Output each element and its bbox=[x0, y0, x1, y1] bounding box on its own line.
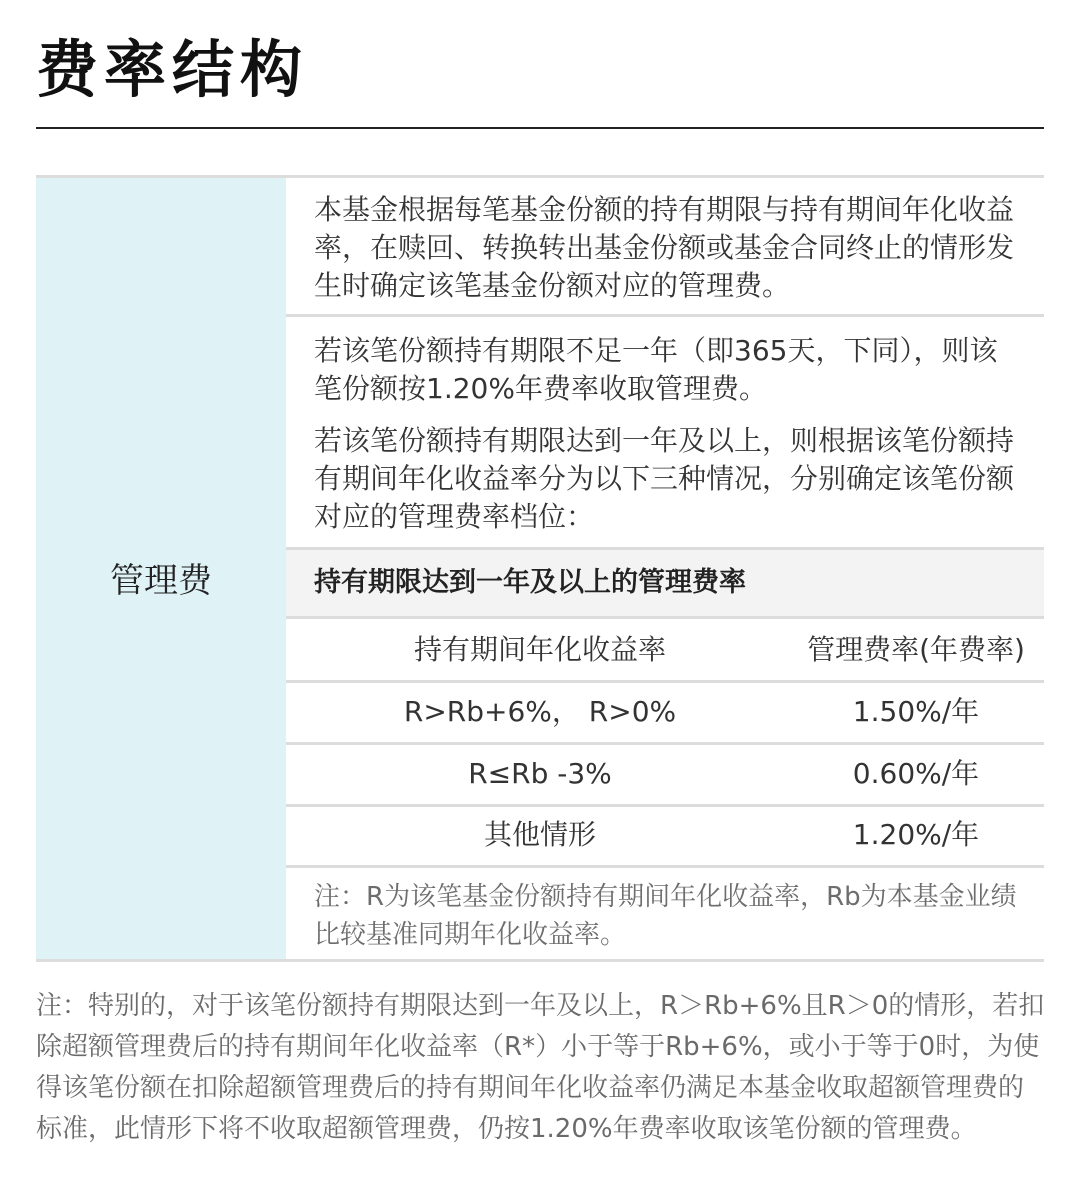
table-cell-condition: R≤Rb -3% bbox=[468, 757, 612, 790]
row-divider bbox=[286, 865, 1044, 868]
table-cell-rate: 0.60%/年 bbox=[852, 757, 980, 790]
row-divider bbox=[286, 804, 1044, 807]
table-cell-condition: 其他情形 bbox=[483, 818, 596, 851]
fee-table-caption-bar bbox=[286, 550, 1044, 616]
page-title: 费率结构 bbox=[36, 33, 309, 106]
row-divider bbox=[286, 314, 1044, 317]
table-header-return: 持有期间年化收益率 bbox=[413, 633, 666, 666]
under-one-year-paragraph: 若该笔份额持有期限不足一年（即365天，下同），则该笔份额按1.20%年费率收取管理费。 bbox=[314, 334, 998, 405]
footnote: 注：特别的，对于该笔份额持有期限达到一年及以上，R＞Rb+6%且R＞0的情形，若扣除超额管理费后的持有期间年化收益率（R*）小于等于Rb+6%，或小于等于0时，为使得该笔份额在扣除超额管理费后的持有期间年化收益率仍满足本基金收取超额管理费的标准，此情形下将不收取超额管理费，仍按1.20%年费率收取该笔份额的管理费。 bbox=[36, 991, 1045, 1144]
description-paragraph: 本基金根据每笔基金份额的持有期限与持有期间年化收益率，在赎回、转换转出基金份额或基金合同终止的情形发生时确定该笔基金份额对应的管理费。 bbox=[314, 193, 1015, 302]
table-header-rate: 管理费率(年费率) bbox=[807, 633, 1025, 666]
table-note: 注：R为该笔基金份额持有期间年化收益率，Rb为本基金业绩比较基准同期年化收益率。 bbox=[314, 882, 1017, 950]
table-cell-condition: R>Rb+6%， R>0% bbox=[403, 695, 677, 728]
row-label-cell bbox=[36, 178, 286, 959]
row-divider bbox=[286, 680, 1044, 683]
over-one-year-paragraph: 若该笔份额持有期限达到一年及以上，则根据该笔份额持有期间年化收益率分为以下三种情况，分别确定该笔份额对应的管理费率档位： bbox=[314, 424, 1015, 533]
fee-table-caption: 持有期限达到一年及以上的管理费率 bbox=[314, 567, 746, 598]
row-content-cell bbox=[286, 178, 1044, 959]
title-divider bbox=[36, 127, 1044, 129]
table-cell-rate: 1.20%/年 bbox=[852, 818, 980, 851]
fee-structure-panel bbox=[36, 175, 1044, 962]
row-divider bbox=[286, 616, 1044, 619]
table-cell-rate: 1.50%/年 bbox=[852, 695, 980, 728]
row-divider bbox=[286, 742, 1044, 745]
row-label-management-fee: 管理费 bbox=[110, 561, 212, 601]
